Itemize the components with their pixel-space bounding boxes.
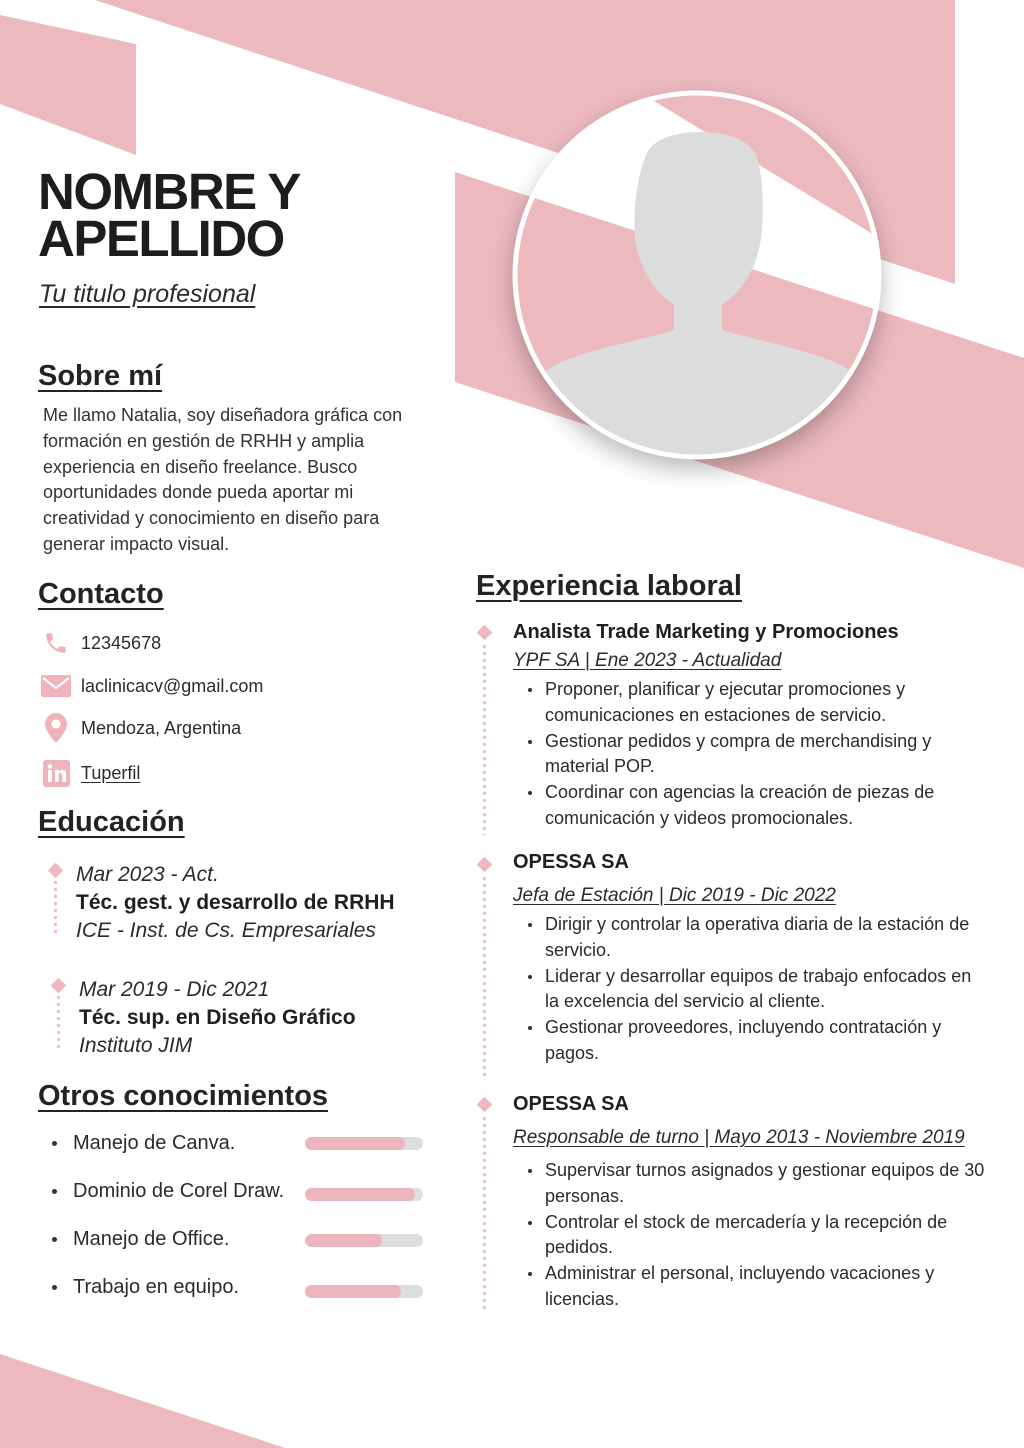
name-line-2: APELLIDO [38,210,284,267]
full-name [38,163,438,267]
timeline-dots [57,996,60,1052]
top-left-stripe [0,15,136,155]
contact-email [40,670,263,702]
skill-item [52,1178,284,1204]
education-heading: Educación [38,806,185,838]
contact-location [40,712,241,744]
job-company-dates: Responsable de turno | Mayo 2013 - Noviembre 2019 [513,1127,965,1148]
skill-level-bar [305,1137,423,1150]
skill-level-bar [305,1234,423,1247]
skill-label: Dominio de Corel Draw. [73,1179,285,1202]
skill-label: Trabajo en equipo. [73,1275,240,1298]
education-institution: ICE - Inst. de Cs. Empresariales [76,919,376,942]
job-title: OPESSA SA [513,1093,629,1115]
timeline-dots [483,877,486,1077]
job-responsibilities [526,1158,986,1313]
contact-linkedin [40,757,140,789]
about-heading: Sobre mí [38,360,163,392]
list-item: Administrar el personal, incluyendo vacaciones y licencias. [526,1261,986,1313]
education-degree: Téc. sup. en Diseño Gráfico [79,1006,356,1029]
skill-label: Manejo de Canva. [73,1131,236,1154]
linkedin-icon [40,757,72,789]
education-item [76,861,395,945]
timeline-dots [483,645,486,835]
job-company-dates: YPF SA | Ene 2023 - Actualidad [513,650,782,671]
skill-level-fill [305,1188,415,1201]
bullet [52,1189,57,1194]
skill-item [52,1274,239,1300]
list-item: Controlar el stock de mercadería y la recepción de pedidos. [526,1210,986,1262]
skill-item [52,1226,229,1252]
location-text: Mendoza, Argentina [81,717,242,738]
contact-phone [40,627,161,659]
professional-title: Tu titulo profesional [39,280,256,308]
list-item: Gestionar proveedores, incluyendo contratación y pagos. [526,1015,986,1067]
phone-number: 12345678 [81,632,162,653]
job-responsibilities [526,912,986,1067]
email-icon [40,670,72,702]
skill-level-bar [305,1285,423,1298]
linkedin-profile-link[interactable]: Tuperfil [81,762,141,783]
phone-icon [40,627,72,659]
contact-heading: Contacto [38,578,164,610]
list-item: Gestionar pedidos y compra de merchandising y material POP. [526,729,986,781]
bullet [52,1237,57,1242]
job-company-dates: Jefa de Estación | Dic 2019 - Dic 2022 [513,885,836,906]
name-line-1: NOMBRE Y [38,163,300,220]
education-degree: Téc. gest. y desarrollo de RRHH [76,891,395,914]
job-title: OPESSA SA [513,851,629,873]
about-text: Me llamo Natalia, soy diseñadora gráfica con formación en gestión de RRHH y amplia experiencia en diseño freelance. Busco oportunidades donde pueda aportar mi creatividad y conocimiento en diseño para generar impacto visual. [43,405,403,554]
list-item: Liderar y desarrollar equipos de trabajo enfocados en la excelencia del servicio al cliente. [526,964,986,1016]
skills-heading: Otros conocimientos [38,1080,329,1112]
list-item: Coordinar con agencias la creación de piezas de comunicación y videos promocionales. [526,780,986,832]
timeline-dots [483,1117,486,1310]
timeline-dots [54,881,57,937]
bottom-left-corner [0,1354,285,1448]
job-title: Analista Trade Marketing y Promociones [513,621,899,643]
bullet [52,1285,57,1290]
experience-heading: Experiencia laboral [476,570,742,602]
location-pin-icon [40,712,72,744]
skill-label: Manejo de Office. [73,1227,230,1250]
skill-level-fill [305,1234,382,1247]
list-item: Dirigir y controlar la operativa diaria de la estación de servicio. [526,912,986,964]
list-item: Supervisar turnos asignados y gestionar equipos de 30 personas. [526,1158,986,1210]
education-dates: Mar 2019 - Dic 2021 [79,978,270,1001]
skill-level-fill [305,1137,405,1150]
list-item: Proponer, planificar y ejecutar promociones y comunicaciones en estaciones de servicio. [526,677,986,729]
skill-level-fill [305,1285,401,1298]
education-item [79,976,356,1060]
email-address[interactable]: laclinicacv@gmail.com [81,675,264,696]
skill-item [52,1130,235,1156]
education-dates: Mar 2023 - Act. [76,863,219,886]
bullet [52,1141,57,1146]
education-institution: Instituto JIM [79,1034,193,1057]
job-responsibilities [526,677,986,832]
skill-level-bar [305,1188,423,1201]
